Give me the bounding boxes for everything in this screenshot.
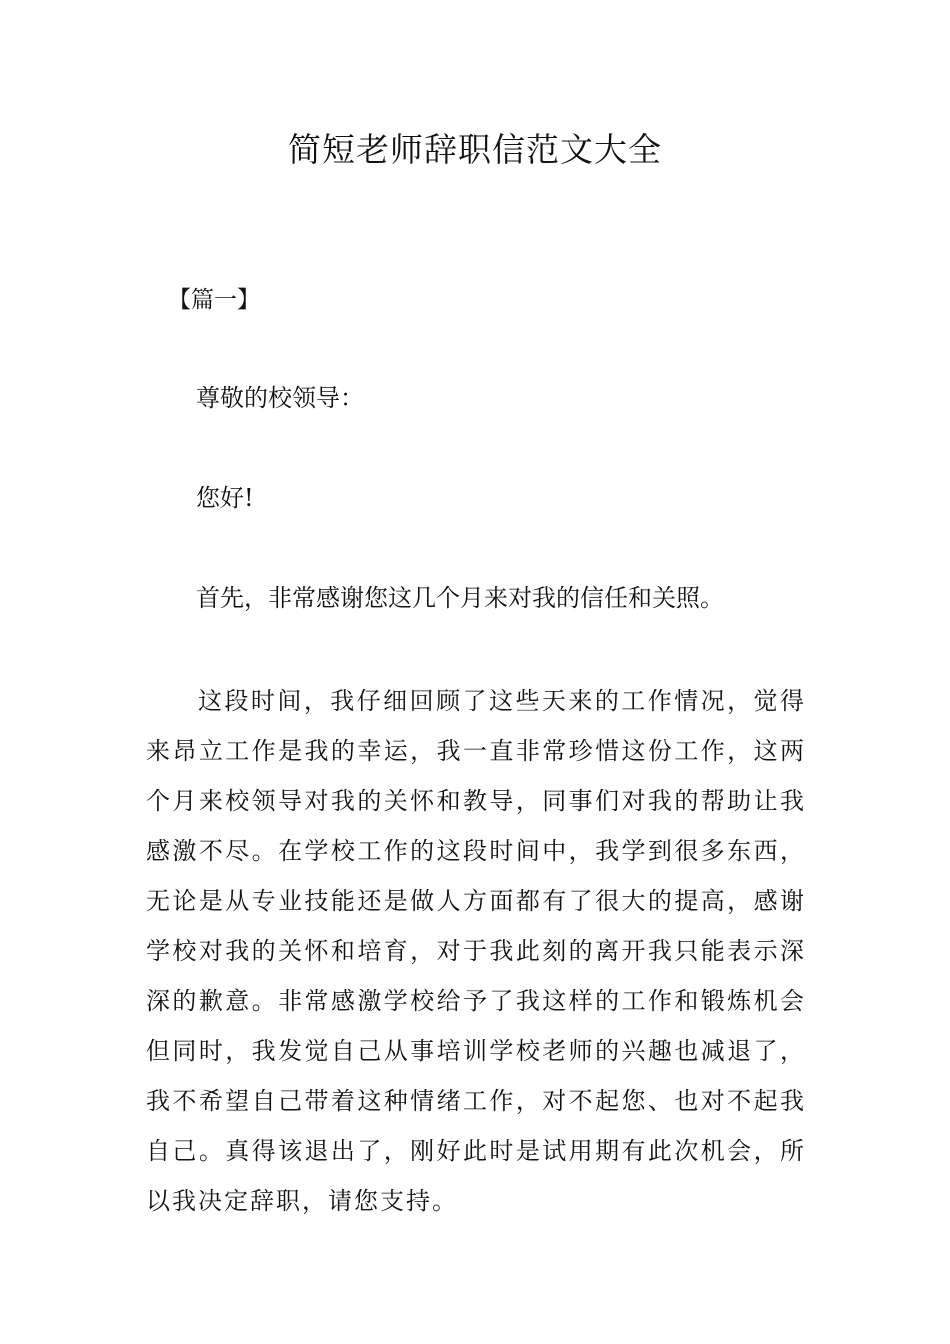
greeting: 您好!: [196, 484, 254, 512]
document-title: 简短老师辞职信范文大全: [288, 130, 662, 169]
salutation: 尊敬的校领导：: [196, 384, 364, 412]
paragraph-thanks: 首先，非常感谢您这几个月来对我的信任和关照。: [196, 584, 724, 612]
section-label: 【篇一】: [168, 287, 260, 313]
paragraph-body: 这段时间，我仔细回顾了这些天来的工作情况，觉得来昂立工作是我的幸运，我一直非常珍惜这份工作，这两个月来校领导对我的关怀和教导，同事们对我的帮助让我感激不尽。在学校工作的这段时间中，我学到很多东西，无论是从专业技能还是做人方面都有了很大的提高，感谢学校对我的关怀和培育，对于我此刻的离开我只能表示深深的歉意。非常感激学校给予了我这样的工作和锻炼机会但同时，我发觉自己从事培训学校老师的兴趣也减退了，我不希望自己带着这种情绪工作，对不起您、也对不起我自己。真得该退出了，刚好此时是试用期有此次机会，所以我决定辞职，请您支持。: [146, 687, 806, 1215]
